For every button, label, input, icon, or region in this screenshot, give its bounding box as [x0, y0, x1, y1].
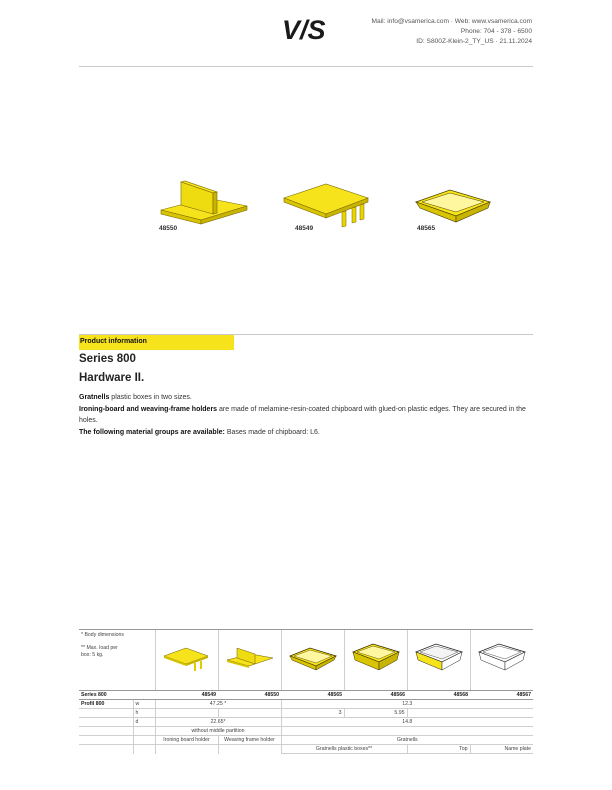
table-row-d: d 22.65* 14.8	[79, 718, 533, 727]
table-row-type: Ironing board holder Weaving frame holder Gratnells	[79, 736, 533, 745]
profil-label: Profil 800	[79, 700, 133, 709]
thumb-48550	[221, 630, 279, 686]
series-label: Series 800	[79, 691, 155, 700]
product-label-48549: 48549	[295, 225, 314, 232]
product-info-label: Product information	[80, 338, 147, 345]
desc-holders: Ironing-board and weaving-frame holders are made of melamine-resin-coated chipboard with glued-on plastic edges. They are secured in the holes.	[79, 405, 526, 424]
table-row-partition: without middle partition	[79, 727, 533, 736]
hardware-title: Hardware II.	[79, 372, 145, 384]
product-label-48565: 48565	[417, 225, 436, 232]
contact-block	[372, 17, 532, 47]
vs-logo	[282, 14, 330, 44]
contact-phone: Phone: 704 - 378 - 6500	[460, 28, 532, 35]
code-48566: 48566	[344, 691, 407, 700]
note-max-load: ** Max. load per box: 5 kg.	[81, 645, 118, 658]
spec-table	[79, 630, 533, 754]
table-header-row	[79, 691, 533, 700]
product-label-48550: 48550	[159, 225, 178, 232]
document-id: ID: S800Z-Klein-2_TY_US · 21.11.2024	[416, 38, 532, 45]
thumb-48566	[347, 630, 405, 686]
contact-mail-web: Mail: info@vsamerica.com · Web: www.vsamerica.com	[371, 18, 532, 25]
header-divider	[79, 66, 533, 67]
code-48550: 48550	[218, 691, 281, 700]
code-48565: 48565	[281, 691, 344, 700]
code-48568: 48568	[407, 691, 470, 700]
table-row-subtype: Gratnells plastic boxes** Top Name plate	[79, 745, 533, 754]
desc-gratnells: Gratnells plastic boxes in two sizes.	[79, 394, 192, 401]
description	[79, 392, 533, 438]
logo-text: V/S	[282, 15, 326, 44]
series-title: Series 800	[79, 353, 136, 365]
code-48549: 48549	[155, 691, 218, 700]
table-row-h: h 3 5.95	[79, 709, 533, 718]
thumb-48549	[158, 630, 216, 686]
desc-materials: The following material groups are available: Bases made of chipboard: L6.	[79, 428, 320, 436]
table-row-w: Profil 800 w 47.25 * 12.3	[79, 700, 533, 709]
table-image-row	[79, 630, 533, 691]
note-body-dimensions: * Body dimensions	[81, 632, 124, 638]
thumb-48567	[473, 630, 531, 686]
code-48567: 48567	[470, 691, 533, 700]
thumb-48565	[284, 630, 342, 686]
thumb-48568	[410, 630, 468, 686]
